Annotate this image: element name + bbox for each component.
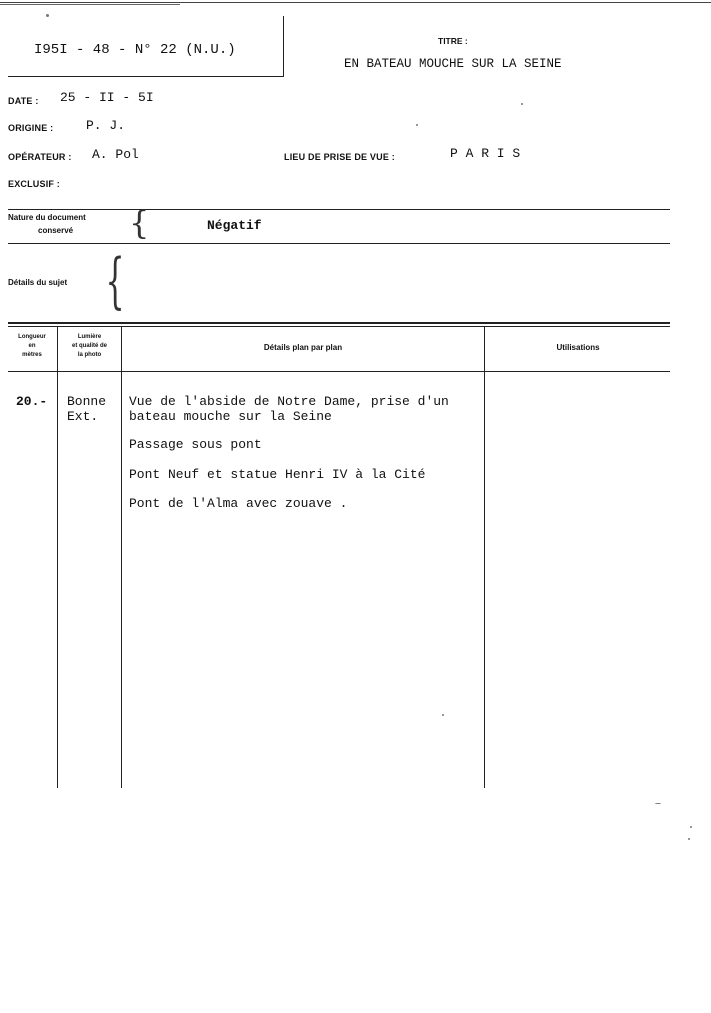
exclusif-label: EXCLUSIF :	[8, 179, 61, 189]
details-sujet-brace: {	[105, 246, 125, 316]
plan-line-5: Pont de l'Alma avec zouave .	[129, 496, 348, 511]
plan-line-4: Pont Neuf et statue Henri IV à la Cité	[129, 467, 426, 482]
scan-speck	[655, 803, 661, 804]
scan-speck	[690, 826, 692, 828]
lieu-label: LIEU DE PRISE DE VUE :	[284, 152, 395, 162]
scan-speck	[442, 714, 444, 716]
lieu-value: P A R I S	[450, 146, 521, 161]
reference-number: I95I - 48 - N° 22 (N.U.)	[34, 42, 236, 58]
col-header-details: Détails plan par plan	[263, 343, 343, 352]
nature-top-rule	[8, 209, 670, 210]
top-edge-line-2	[0, 4, 180, 5]
operateur-value: A. Pol	[92, 147, 139, 162]
col-header-lumiere: Lumière et qualité de la photo	[71, 334, 107, 358]
col-divider-2	[121, 326, 122, 788]
scan-speck	[46, 14, 49, 17]
table-top-rule	[8, 322, 670, 324]
col-divider-3	[484, 326, 485, 788]
nature-bottom-rule	[8, 243, 670, 244]
top-edge-line	[0, 2, 711, 3]
scan-speck	[521, 103, 523, 105]
date-value: 25 - II - 5I	[60, 90, 154, 105]
col-header-longueur: Longueur en mètres	[18, 334, 46, 358]
lumiere-value-1: Bonne	[67, 394, 107, 409]
origine-value: P. J.	[86, 118, 126, 133]
table-header-rule	[8, 371, 670, 372]
longueur-value: 20.-	[16, 394, 48, 409]
plan-line-1: Vue de l'abside de Notre Dame, prise d'un	[129, 394, 449, 409]
reference-box-right	[283, 16, 284, 77]
plan-line-2: bateau mouche sur la Seine	[129, 409, 332, 424]
nature-label-line2: conservé	[38, 226, 74, 235]
scan-speck	[416, 124, 418, 126]
scan-speck	[688, 838, 690, 840]
date-label: DATE :	[8, 96, 39, 106]
reference-box-bottom	[8, 76, 284, 77]
origine-label: ORIGINE :	[8, 123, 54, 133]
nature-label-line1: Nature du document	[8, 213, 86, 222]
titre-label: TITRE :	[438, 36, 468, 46]
col-header-utilisations: Utilisations	[556, 343, 600, 352]
nature-brace: {	[129, 204, 150, 242]
details-sujet-label: Détails du sujet	[8, 278, 68, 287]
lumiere-value-2: Ext.	[67, 409, 99, 424]
operateur-label: OPÉRATEUR :	[8, 152, 72, 162]
plan-line-3: Passage sous pont	[129, 437, 262, 452]
nature-value: Négatif	[207, 218, 262, 233]
col-divider-1	[57, 326, 58, 788]
titre-value: EN BATEAU MOUCHE SUR LA SEINE	[344, 57, 562, 71]
table-top-rule-2	[8, 326, 670, 327]
